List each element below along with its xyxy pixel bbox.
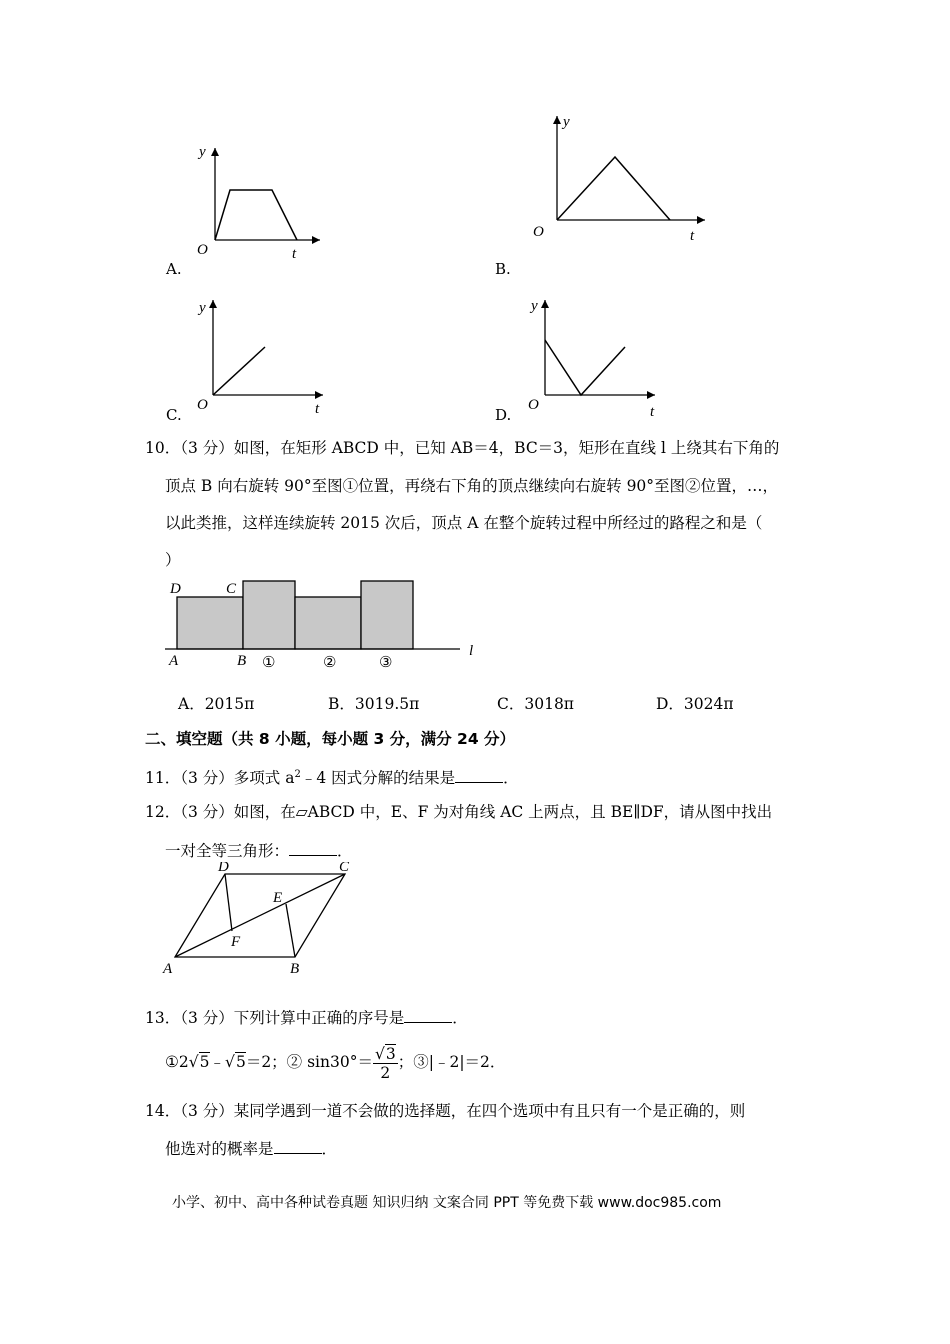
q10-line3: 以此类推，这样连续旋转 2015 次后，顶点 A 在整个旋转过程中所经过的路程之和是（ bbox=[165, 514, 763, 532]
q10-fig-mark-2: ② bbox=[323, 655, 337, 671]
q14-end: ． bbox=[321, 1140, 338, 1158]
q9a-t-label: t bbox=[292, 246, 297, 262]
q13-line1 bbox=[145, 1007, 468, 1029]
q9-option-d-label: D. bbox=[495, 406, 512, 424]
q10-rectangles-figure bbox=[160, 572, 490, 672]
q12-fig-label-e: E bbox=[273, 890, 283, 906]
q12-fig-label-b: B bbox=[290, 961, 300, 977]
q13-item1c: ＝2；② sin30°＝ bbox=[245, 1053, 373, 1071]
q9-option-c-label: C. bbox=[166, 406, 182, 424]
q14-line2-text: 他选对的概率是 bbox=[165, 1140, 274, 1158]
q9b-t-label: t bbox=[690, 228, 695, 244]
q10-option-b: B．3019.5π bbox=[328, 695, 420, 713]
q10-fig-label-c: C bbox=[226, 581, 237, 597]
q14-answer-blank[interactable] bbox=[274, 1139, 322, 1154]
q9c-y-label: y bbox=[199, 300, 206, 316]
q12-line1: 12．（3 分）如图，在▱ABCD 中，E、F 为对角线 AC 上两点，且 BE∥DF，请从图中找出 bbox=[145, 803, 773, 821]
q13-sqrt5-a: 5 bbox=[199, 1053, 210, 1071]
q9-graph-b bbox=[525, 110, 715, 245]
page-footer: 小学、初中、高中各种试卷真题 知识归纳 文案合同 PPT 等免费下载 www.doc985.com bbox=[172, 1195, 722, 1211]
q9-graph-d bbox=[525, 292, 670, 417]
q14-line2 bbox=[165, 1138, 337, 1160]
q10-line1: 10．（3 分）如图，在矩形 ABCD 中，已知 AB＝4，BC＝3，矩形在直线 l 上绕其右下角的 bbox=[145, 439, 780, 457]
q9d-y-label: y bbox=[531, 298, 538, 314]
q11-sup: 2 bbox=[294, 769, 301, 780]
section-2-heading: 二、填空题（共 8 小题，每小题 3 分，满分 24 分） bbox=[145, 730, 516, 748]
q13-end: ． bbox=[452, 1009, 468, 1027]
q13-items: ①2√5﹣√5＝2；② sin30°＝ $\frac{√3}{2}$ ；③|﹣2|＝2． bbox=[165, 1044, 506, 1082]
q12-answer-blank[interactable] bbox=[289, 841, 337, 856]
q10-fig-mark-1: ① bbox=[262, 655, 276, 671]
q13-item1b: ﹣ bbox=[209, 1053, 226, 1071]
q10-fig-label-a: A bbox=[169, 653, 179, 669]
q10-line2: 顶点 B 向右旋转 90°至图①位置，再绕右下角的顶点继续向右旋转 90°至图②位置，…， bbox=[165, 477, 779, 495]
q13-item1a: ①2 bbox=[165, 1053, 189, 1071]
q10-fig-label-l: l bbox=[469, 643, 474, 659]
q12-fig-label-f: F bbox=[231, 934, 241, 950]
q10-fig-mark-3: ③ bbox=[379, 655, 393, 671]
q9-option-b-label: B. bbox=[495, 260, 511, 278]
q12-line2-text: 一对全等三角形： bbox=[165, 842, 290, 860]
q13-sqrt5-b: 5 bbox=[235, 1053, 246, 1071]
q10-option-d: D．3024π bbox=[656, 695, 734, 713]
q10-line4: ） bbox=[165, 551, 181, 569]
q13-line1-text: 13．（3 分）下列计算中正确的序号是 bbox=[145, 1009, 405, 1027]
q13-frac-den: 2 bbox=[380, 1063, 391, 1082]
q9-graph-c bbox=[185, 292, 330, 417]
q9c-o-label: O bbox=[197, 397, 208, 413]
q11-prefix: 11．（3 分）多项式 a bbox=[145, 769, 295, 788]
q9c-t-label: t bbox=[315, 401, 320, 417]
q9b-y-label: y bbox=[563, 114, 570, 130]
q9a-o-label: O bbox=[197, 242, 208, 258]
q9a-y-label: y bbox=[199, 144, 206, 160]
q10-option-c: C．3018π bbox=[497, 695, 574, 713]
q11-answer-blank[interactable] bbox=[455, 768, 503, 783]
q14-line1: 14．（3 分）某同学遇到一道不会做的选择题，在四个选项中有且只有一个是正确的，则 bbox=[145, 1102, 746, 1120]
q10-fig-label-b: B bbox=[237, 653, 247, 669]
q9d-t-label: t bbox=[650, 404, 655, 417]
q12-line2 bbox=[165, 840, 353, 862]
q13-item3: ；③|﹣2|＝2． bbox=[397, 1053, 506, 1071]
q12-parallelogram-figure bbox=[160, 862, 360, 980]
q11-end: ． bbox=[503, 769, 519, 788]
q12-fig-label-c: C bbox=[339, 862, 350, 875]
q13-frac-num: 3 bbox=[385, 1044, 396, 1063]
q11 bbox=[145, 764, 519, 789]
q9-graph-a bbox=[185, 140, 330, 265]
q9d-o-label: O bbox=[528, 397, 539, 413]
q13-answer-blank[interactable] bbox=[404, 1008, 452, 1023]
q13-fraction: $\frac{√3}{2}$ bbox=[374, 1044, 396, 1082]
q11-suffix: ﹣4 因式分解的结果是 bbox=[300, 769, 456, 788]
q12-end: ． bbox=[337, 842, 353, 860]
q9b-o-label: O bbox=[533, 224, 544, 240]
q12-fig-label-d: D bbox=[218, 862, 229, 875]
q10-option-a: A．2015π bbox=[178, 695, 255, 713]
q10-fig-label-d: D bbox=[170, 581, 181, 597]
q9-option-a-label: A. bbox=[166, 260, 182, 278]
q12-fig-label-a: A bbox=[163, 961, 173, 977]
